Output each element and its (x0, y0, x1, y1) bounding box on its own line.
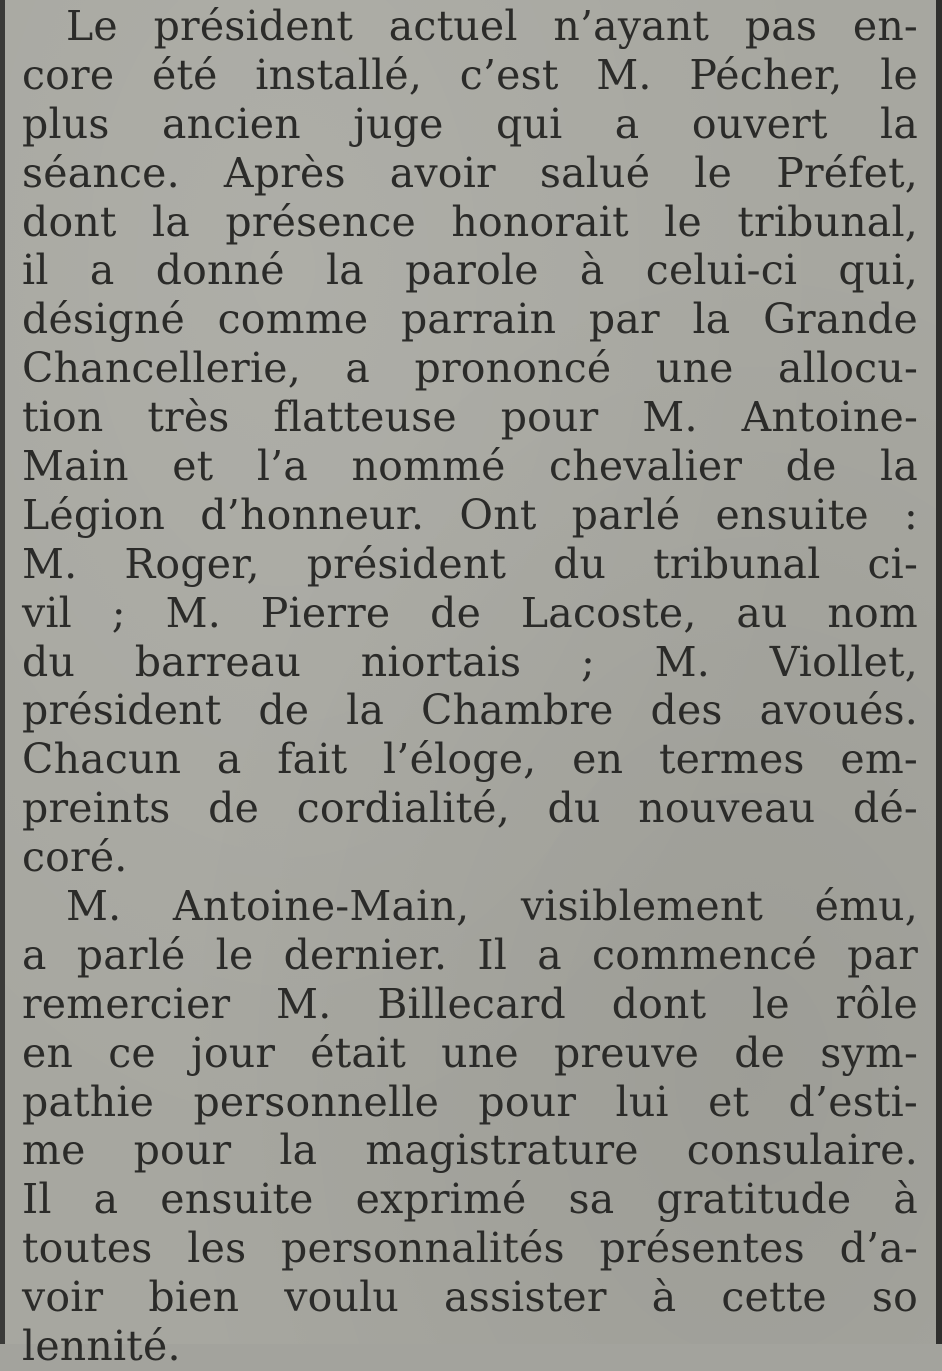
text-line: président de la Chambre des avoués. (22, 686, 918, 735)
left-column-rule (0, 0, 5, 1344)
text-line: séance. Après avoir salué le Préfet, (22, 148, 918, 197)
text-line: M. Antoine-Main, visiblement ému, (66, 882, 918, 931)
article-column (22, 2, 918, 1371)
text-line: plus ancien juge qui a ouvert la (22, 99, 918, 148)
text-line: Le président actuel n’ayant pas en- (66, 2, 918, 50)
text-line: Main et l’a nommé chevalier de la (22, 442, 918, 491)
text-line: a parlé le dernier. Il a commencé par (22, 930, 918, 979)
paragraph-2 (22, 882, 918, 1371)
text-line: me pour la magistrature consulaire. (22, 1126, 918, 1175)
text-line: Chacun a fait l’éloge, en termes em- (22, 735, 918, 784)
text-line: Chancellerie, a prononcé une allocu- (22, 344, 918, 393)
text-line: coré. (22, 833, 128, 882)
text-line: en ce jour était une preuve de sym- (22, 1028, 918, 1077)
text-line: il a donné la parole à celui-ci qui, (22, 246, 918, 295)
paragraph-1 (22, 2, 918, 882)
text-line: core été installé, c’est M. Pécher, le (22, 50, 918, 99)
text-line: désigné comme parrain par la Grande (22, 295, 918, 344)
text-line: voir bien voulu assister à cette so (22, 1273, 918, 1322)
text-line: remercier M. Billecard dont le rôle (22, 979, 918, 1028)
text-line: lennité. (22, 1322, 181, 1371)
right-column-rule (936, 0, 942, 1344)
text-line: toutes les personnalités présentes d’a- (22, 1224, 918, 1273)
text-line: vil ; M. Pierre de Lacoste, au nom (22, 588, 918, 637)
text-line: Il a ensuite exprimé sa gratitude à (22, 1175, 918, 1224)
text-line: preints de cordialité, du nouveau dé- (22, 784, 918, 833)
text-line: du barreau niortais ; M. Viollet, (22, 637, 918, 686)
text-line: dont la présence honorait le tribunal, (22, 197, 918, 246)
text-line: pathie personnelle pour lui et d’esti- (22, 1077, 918, 1126)
text-line: Légion d’honneur. Ont parlé ensuite : (22, 490, 918, 539)
text-line: M. Roger, président du tribunal ci- (22, 539, 918, 588)
text-line: tion très flatteuse pour M. Antoine- (22, 393, 918, 442)
